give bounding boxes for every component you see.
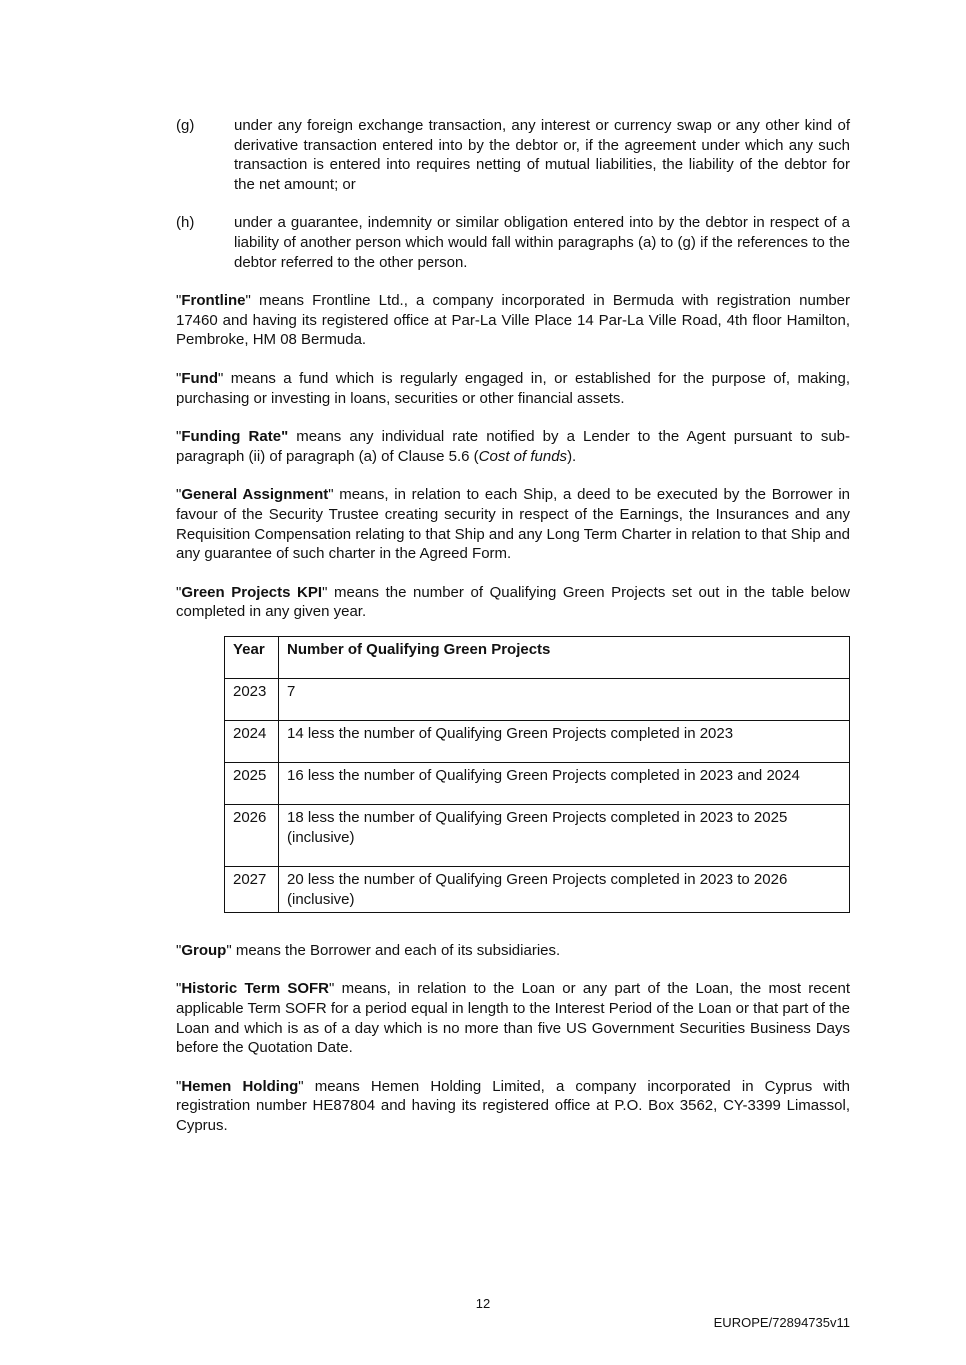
table-row — [225, 866, 850, 912]
table-row — [225, 720, 850, 762]
table-row — [225, 762, 850, 804]
document-reference: EUROPE/72894735v11 — [713, 1315, 850, 1330]
term: Funding Rate" — [181, 428, 289, 446]
document-body — [176, 116, 850, 1155]
list-item-g — [176, 116, 850, 194]
term: Group — [181, 941, 227, 959]
definition-text: means Frontline Ltd., a company incorporated in Bermuda with registration number 17460 and having its registered office at Par-La Ville Place 14 Par-La Ville Road, 4th floor Hamilton, Pembroke, HM 08 Bermuda. — [176, 292, 850, 349]
header-year: Year — [225, 636, 279, 678]
definition-historic-term-sofr: "Historic Term SOFR" means, in relation to the Loan or any part of the Loan, the most recent applicable Term SOFR for a period equal in length to the Interest Period of the Loan or that part of the Loan and which is as of a day which is no more than five US Government Securities Business Days before the Quotation Date. — [176, 980, 850, 1057]
cell-projects: 18 less the number of Qualifying Green Projects completed in 2023 to 2025 (inclusive) — [279, 804, 850, 866]
definition-general-assignment: "General Assignment" means, in relation to each Ship, a deed to be executed by the Borrower in favour of the Security Trustee creating security in respect of the Earnings, the Insurances and any Requisition Compensation relating to that Ship and any Long Term Charter in relation to that Ship and any guarantee of such charter in the Agreed Form. — [176, 486, 850, 563]
definition-text: means the Borrower and each of its subsidiaries. — [231, 941, 561, 959]
item-label: (h) — [176, 214, 195, 232]
item-text: under any foreign exchange transaction, any interest or currency swap or any other kind of derivative transaction entered into by the debtor or, if the agreement under which any such transaction is entered into requires netting of mutual liabilities, the liability of the debtor for the net amount; or — [234, 117, 850, 193]
definition-text: means any individual rate notified by a Lender to the Agent pursuant to sub-paragraph (ii) of paragraph (a) of Clause 5.6 ( — [176, 428, 851, 465]
definition-text: means Hemen Holding Limited, a company incorporated in Cyprus with registration number HE87804 and having its registered office at P.O. Box 3562, CY-3399 Limassol, Cyprus. — [176, 1077, 850, 1135]
definition-fund: "Fund" means a fund which is regularly engaged in, or established for the purpose of, making, purchasing or investing in loans, securities or other financial assets. — [176, 369, 850, 407]
cell-year: 2026 — [225, 804, 279, 866]
table-row — [225, 804, 850, 866]
header-projects: Number of Qualifying Green Projects — [279, 636, 850, 678]
cell-year: 2025 — [225, 762, 279, 804]
term: Green Projects KPI — [181, 583, 323, 601]
cell-year: 2027 — [225, 866, 279, 912]
definition-green-projects-kpi: "Green Projects KPI" means the number of Qualifying Green Projects set out in the table below completed in any given year. — [176, 583, 850, 621]
item-text: under a guarantee, indemnity or similar obligation entered into by the debtor in respect of a liability of another person which would fall within paragraphs (a) to (g) if the references to the debtor referred to the other person. — [234, 214, 850, 271]
term: Frontline — [181, 292, 246, 310]
cell-projects: 16 less the number of Qualifying Green Projects completed in 2023 and 2024 — [279, 762, 850, 804]
clause-title: Cost of funds — [478, 447, 568, 465]
definition-frontline: "Frontline" means Frontline Ltd., a company incorporated in Bermuda with registration number 17460 and having its registered office at Par-La Ville Place 14 Par-La Ville Road, 4th floor Hamilton, Pembroke, HM 08 Bermuda. — [176, 292, 850, 349]
definition-text: means, in relation to the Loan or any part of the Loan, the most recent applicable Term SOFR for a period equal in length to the Interest Period of the Loan or that part of the Loan and which is as of a day which is no more than five US Government Securities Business Days before the Quotation Date. — [176, 980, 850, 1057]
definition-text: means, in relation to each Ship, a deed to be executed by the Borrower in favour of the Security Trustee creating security in respect of the Earnings, the Insurances and any Requisition Compensation relating to that Ship and any Long Term Charter in relation to that Ship and any guarantee of such charter in the Agreed Form. — [176, 486, 850, 563]
cell-projects: 20 less the number of Qualifying Green Projects completed in 2023 to 2026 (inclusive) — [279, 866, 850, 912]
green-projects-table — [224, 636, 850, 913]
item-label: (g) — [176, 117, 195, 134]
term: Hemen Holding — [181, 1077, 299, 1095]
cell-projects: 7 — [279, 678, 850, 720]
table-header-row — [225, 636, 850, 678]
definition-funding-rate: "Funding Rate" means any individual rate notified by a Lender to the Agent pursuant to sub-paragraph (ii) of paragraph (a) of Clause 5.6 (Cost of funds). — [176, 428, 851, 465]
term: Fund — [181, 369, 218, 387]
list-item-h — [176, 213, 850, 272]
definition-group: "Group" means the Borrower and each of its subsidiaries. — [176, 941, 561, 959]
cell-projects: 14 less the number of Qualifying Green Projects completed in 2023 — [279, 720, 850, 762]
definition-text: means a fund which is regularly engaged in, or established for the purpose of, making, purchasing or investing in loans, securities or other financial assets. — [176, 369, 850, 407]
page-number: 12 — [475, 1296, 491, 1311]
cell-year: 2024 — [225, 720, 279, 762]
table-row — [225, 678, 850, 720]
definition-text: means the number of Qualifying Green Projects set out in the table below completed in any given year. — [176, 583, 850, 621]
cell-year: 2023 — [225, 678, 279, 720]
definition-tail: ). — [567, 447, 577, 465]
term: General Assignment — [181, 486, 329, 504]
term: Historic Term SOFR — [181, 980, 330, 998]
definition-hemen-holding: "Hemen Holding" means Hemen Holding Limited, a company incorporated in Cyprus with registration number HE87804 and having its registered office at P.O. Box 3562, CY-3399 Limassol, Cyprus. — [176, 1077, 850, 1135]
